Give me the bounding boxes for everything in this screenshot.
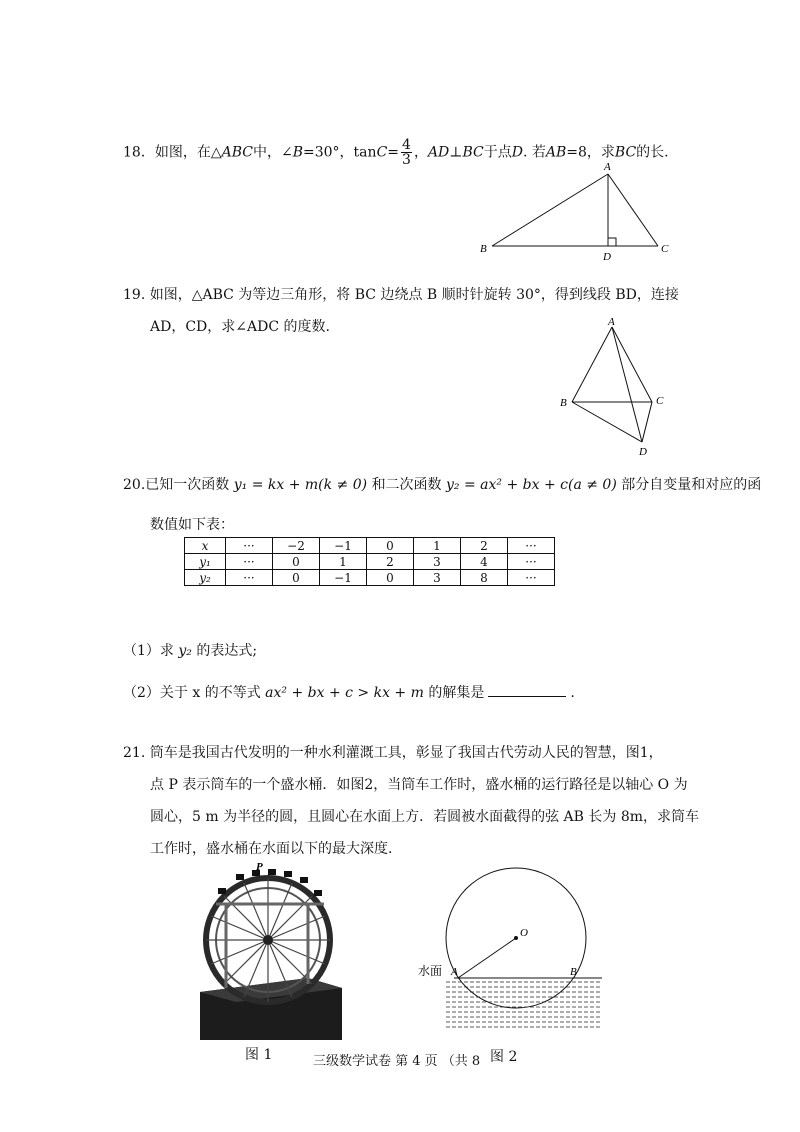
q21-number: 21. xyxy=(123,745,146,761)
q19-line2: AD，CD，求∠ADC 的度数. xyxy=(150,319,330,335)
q21-line3: 圆心，5 m 为半径的圆，且圆心在水面上方．若圆被水面截得的弦 AB 长为 8m，求筒车 xyxy=(150,809,700,825)
fraction-4-3: $\frac{4}{3}$ xyxy=(402,137,411,168)
q20-sub2: （2）关于 x 的不等式 ax² + bx + c > kx + m 的解集是 . xyxy=(123,685,575,701)
fig2-label-o: O xyxy=(520,927,528,939)
q19-label-b: B xyxy=(560,397,567,409)
circle-water-figure xyxy=(410,860,610,1040)
q20-quadratic-function: y₂ = ax² + bx + c(a ≠ 0) xyxy=(446,477,617,493)
q18-text: 18．如图，在△ABC中，∠B=30°，tanC= $\frac{4}{3}$ ，AD⊥BC于点D. 若AB=8，求BC的长. xyxy=(123,137,669,168)
fig2-caption: 图 2 xyxy=(490,1049,518,1065)
q20-linear-function: y₁ = kx + m(k ≠ 0) xyxy=(233,477,368,493)
q19-label-d: D xyxy=(639,446,647,458)
q18-label-c: C xyxy=(661,243,669,255)
q20-line2: 数值如下表： xyxy=(150,517,234,533)
q21-line1: 21. 筒车是我国古代发明的一种水利灌溉工具，彰显了我国古代劳动人民的智慧，图1， xyxy=(123,745,663,761)
q18-triangle-figure xyxy=(470,160,680,265)
q20-value-table xyxy=(184,537,555,586)
q21-line4: 工作时，盛水桶在水面以下的最大深度. xyxy=(150,841,393,857)
table-row: y₂ ··· 0 −1 0 3 8 ··· xyxy=(185,570,555,586)
answer-blank xyxy=(488,684,566,697)
page-footer: 三级数学试卷 第 4 页 （共 8 xyxy=(313,1054,481,1069)
fig1-label-p: P xyxy=(256,862,263,873)
q19-label-a: A xyxy=(608,316,615,328)
q21-line2: 点 P 表示筒车的一个盛水桶．如图2，当筒车工作时，盛水桶的运行路径是以轴心 O 为 xyxy=(150,777,688,793)
q19-label-c: C xyxy=(656,395,664,407)
q18-number: 18． xyxy=(123,144,155,161)
q18-label-d: D xyxy=(603,251,611,263)
table-row: y₁ ··· 0 1 2 3 4 ··· xyxy=(185,554,555,570)
q19-line1: 19. 如图，△ABC 为等边三角形，将 BC 边绕点 B 顺时针旋转 30°，得到线段 BD，连接 xyxy=(123,287,679,303)
fig1-caption: 图 1 xyxy=(245,1047,273,1063)
q20-number: 20. xyxy=(123,477,146,493)
waterwheel-photo xyxy=(196,862,346,1040)
q20-sub1: （1）求 y₂ 的表达式; xyxy=(123,643,258,659)
fig2-label-b: B xyxy=(570,966,577,978)
q19-number: 19. xyxy=(123,287,146,303)
table-row: x ··· −2 −1 0 1 2 ··· xyxy=(185,538,555,554)
q18-label-a: A xyxy=(604,161,611,173)
q20-line1: 20.已知一次函数 y₁ = kx + m(k ≠ 0) 和二次函数 y₂ = ax² + bx + c(a ≠ 0) 部分自变量和对应的函 xyxy=(123,477,762,493)
fig2-water-label: 水面 xyxy=(418,964,443,978)
fig2-label-a: A xyxy=(451,966,458,978)
q19-triangle-figure xyxy=(555,315,675,460)
q18-label-b: B xyxy=(480,243,487,255)
